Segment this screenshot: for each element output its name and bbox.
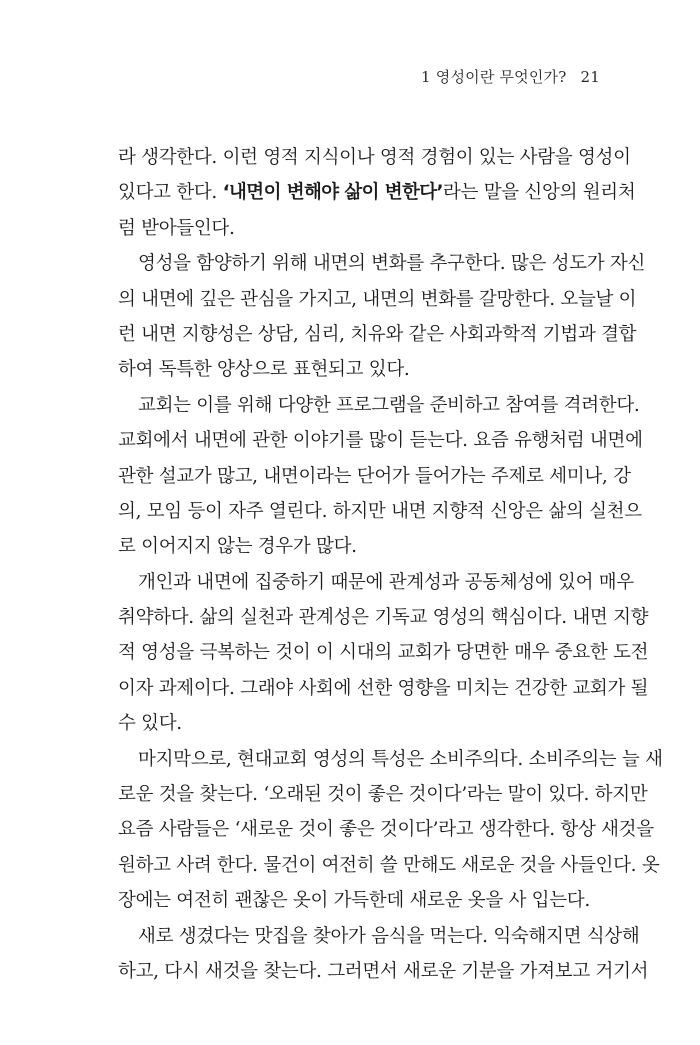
text-line: 라 생각한다. 이런 영적 지식이나 영적 경험이 있는 사람을 영성이 — [118, 147, 631, 168]
chapter-title: 1 영성이란 무엇인가? — [421, 68, 567, 86]
text-line: 관한 설교가 많고, 내면이라는 단어가 들어가는 주제로 세미나, 강 — [118, 465, 631, 487]
text-line: 있다고 한다. ‘내면이 변해야 삶이 변한다’라는 말을 신앙의 원리처 — [118, 182, 636, 204]
text-line: 이자 과제이다. 그래야 사회에 선한 영향을 미치는 건강한 교회가 될 — [118, 677, 649, 699]
text-line: 하여 독특한 양상으로 표현되고 있다. — [118, 359, 410, 381]
text-line: 런 내면 지향성은 상담, 심리, 치유와 같은 사회과학적 기법과 결합 — [118, 323, 637, 345]
body-text — [118, 140, 663, 989]
paragraph-first-line: 새로 생겼다는 맛집을 찾아가 음식을 먹는다. 익숙해지면 식상해 — [138, 925, 640, 947]
text-line: 수 있다. — [118, 713, 182, 735]
paragraph-first-line: 교회는 이를 위해 다양한 프로그램을 준비하고 참여를 격려한다. — [138, 394, 640, 416]
text-line: 로 이어지지 않는 경우가 많다. — [118, 536, 357, 558]
running-header — [421, 66, 600, 87]
emphasized-quote: ‘내면이 변해야 삶이 변한다’ — [222, 182, 443, 204]
text-line: 럼 받아들인다. — [118, 217, 235, 239]
text-line: 요즘 사람들은 ‘새로운 것이 좋은 것이다’라고 생각한다. 항상 새것을 — [118, 819, 654, 841]
text-line: 원하고 사려 한다. 물건이 여전히 쓸 만해도 새로운 것을 사들인다. 옷 — [118, 854, 660, 876]
text-line: 의 내면에 깊은 관심을 가지고, 내면의 변화를 갈망한다. 오늘날 이 — [118, 288, 637, 310]
text-line: 장에는 여전히 괜찮은 옷이 가득한데 새로운 옷을 사 입는다. — [118, 890, 590, 912]
paragraph-first-line: 마지막으로, 현대교회 영성의 특성은 소비주의다. 소비주의는 늘 새 — [138, 748, 663, 770]
text-line: 하고, 다시 새것을 찾는다. 그러면서 새로운 기분을 가져보고 거기서 — [118, 960, 649, 982]
text-line: 의, 모임 등이 자주 열린다. 하지만 내면 지향적 신앙은 삶의 실천으 — [118, 500, 642, 522]
page-number: 21 — [580, 68, 600, 86]
text-line: 로운 것을 찾는다. ‘오래된 것이 좋은 것이다’라는 말이 있다. 하지만 — [118, 784, 648, 806]
paragraph-first-line: 개인과 내면에 집중하기 때문에 관계성과 공동체성에 있어 매우 — [138, 571, 634, 593]
text-line: 취약하다. 삶의 실천과 관계성은 기독교 영성의 핵심이다. 내면 지향 — [118, 607, 649, 629]
paragraph-first-line: 영성을 함양하기 위해 내면의 변화를 추구한다. 많은 성도가 자신 — [138, 253, 646, 275]
text-line: 적 영성을 극복하는 것이 이 시대의 교회가 당면한 매우 중요한 도전 — [118, 642, 649, 664]
text-line: 교회에서 내면에 관한 이야기를 많이 듣는다. 요즘 유행처럼 내면에 — [118, 430, 643, 452]
